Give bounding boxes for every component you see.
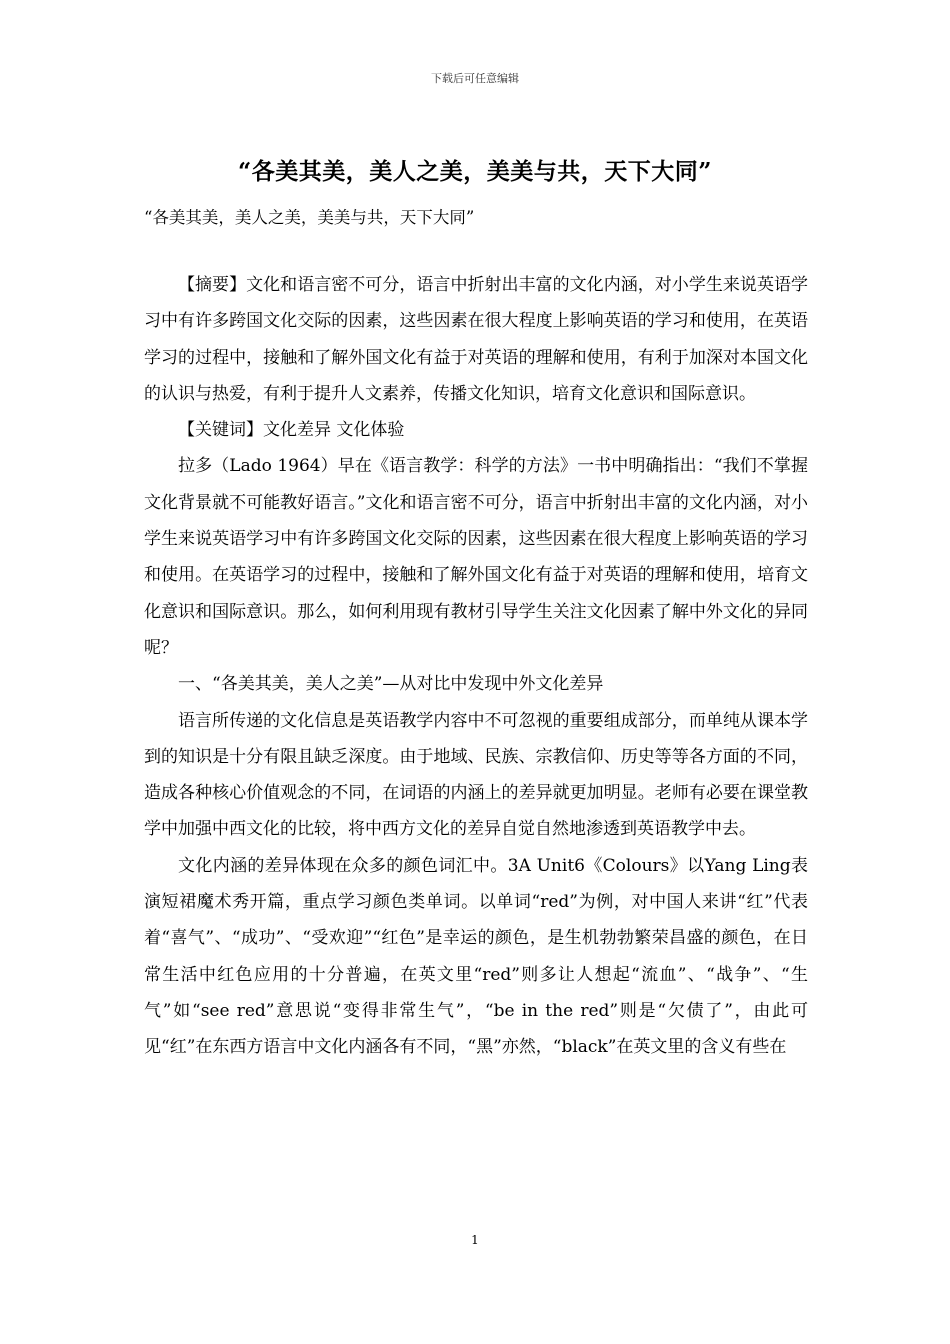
section-heading: 一、“各美其美，美人之美”—从对比中发现中外文化差异: [178, 674, 604, 695]
page-subtitle: “各美其美，美人之美，美美与共，天下大同”: [144, 208, 475, 227]
page-title: “各美其美，美人之美，美美与共，天下大同”: [238, 158, 712, 185]
header-note: 下载后可任意编辑: [431, 72, 519, 85]
page-number: 1: [471, 1233, 479, 1247]
body-paragraph: 文化内涵的差异体现在众多的颜色词汇中。3A Unit6《Colours》以Yang Ling表演短裙魔术秀开篇，重点学习颜色类单词。以单词“red”为例，对中国人来讲“红”代表着“喜气”、“成功”、“受欢迎”“红色”是幸运的颜色，是生机勃勃繁荣昌盛的颜色，在日常生活中红色应用的十分普遍，在英文里“red”则多让人想起“流血”、“战争”、“生气”如“see red”意思说“变得非常生气”，“be in the red”则是“欠债了”，由此可见“红”在东西方语言中文化内涵各有不同，“黑”亦然，“black”在英文里的含义有些在: [144, 855, 808, 1058]
keywords-paragraph: 【关键词】文化差异 文化体验: [178, 420, 405, 441]
intro-paragraph: 拉多（Lado 1964）早在《语言教学：科学的方法》一书中明确指出：“我们不掌握文化背景就不可能教好语言。”文化和语言密不可分，语言中折射出丰富的文化内涵，对小学生来说英语学习中有许多跨国文化交际的因素，这些因素在很大程度上影响英语的学习和使用。在英语学习的过程中，接触和了解外国文化有益于对英语的理解和使用，培育文化意识和国际意识。那么，如何利用现有教材引导学生关注文化因素了解中外文化的异同呢？: [144, 456, 808, 658]
abstract-paragraph: 【摘要】文化和语言密不可分，语言中折射出丰富的文化内涵，对小学生来说英语学习中有许多跨国文化交际的因素，这些因素在很大程度上影响英语的学习和使用，在英语学习的过程中，接触和了解外国文化有益于对英语的理解和使用，有利于加深对本国文化的认识与热爱，有利于提升人文素养，传播文化知识，培育文化意识和国际意识。: [144, 275, 808, 404]
body-text: [144, 267, 808, 1066]
body-paragraph: 语言所传递的文化信息是英语教学内容中不可忽视的重要组成部分，而单纯从课本学到的知识是十分有限且缺乏深度。由于地域、民族、宗教信仰、历史等等各方面的不同，造成各种核心价值观念的不同，在词语的内涵上的差异就更加明显。老师有必要在课堂教学中加强中西文化的比较，将中西方文化的差异自觉自然地渗透到英语教学中去。: [144, 710, 808, 840]
